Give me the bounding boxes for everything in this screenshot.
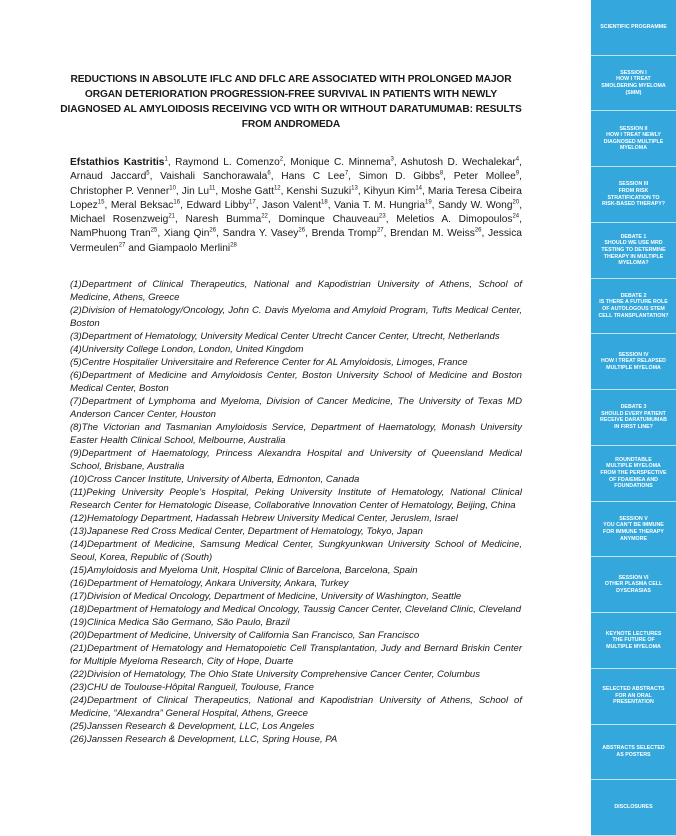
- sidebar-nav-label: RECEIVE DARATUMUMAB: [600, 417, 667, 424]
- author-name: Dominque Chauveau: [278, 214, 380, 226]
- author-separator: ,: [519, 171, 522, 183]
- affiliation-item: (8)The Victorian and Tasmanian Amyloidosis Service, Department of Haematology, Monash University Easter Health Clinical School, Melbourne, Australia: [70, 422, 522, 446]
- author-separator: ,: [180, 199, 187, 211]
- sidebar-nav-item[interactable]: [591, 669, 676, 725]
- author-affiliation-number: 26: [209, 228, 217, 235]
- sidebar-nav-label: FOR AN ORAL: [615, 692, 652, 699]
- author-separator: ,: [216, 228, 223, 240]
- author-separator: ,: [519, 199, 523, 211]
- sidebar-nav-label: ANYMORE: [619, 535, 648, 542]
- sidebar-nav-label: SESSION II: [619, 125, 648, 132]
- author-separator: ,: [422, 185, 428, 197]
- author-affiliation-number: 13: [351, 185, 358, 192]
- author-name: Jason Valent: [262, 199, 322, 211]
- sidebar-nav-label: YOU CAN'T BE IMMUNE: [603, 522, 664, 529]
- author-affiliation-number: 23: [379, 213, 386, 220]
- author-name: Peter Mollee: [453, 171, 516, 183]
- sidebar-nav-label: ABSTRACTS SELECTED: [602, 745, 665, 752]
- author-separator: ,: [327, 199, 335, 211]
- author-name: Monique C. Minnema: [290, 157, 391, 168]
- sidebar-nav-label: DYSCRASIAS: [616, 587, 651, 594]
- sidebar-nav-label: HOW I TREAT: [616, 76, 651, 83]
- author-name: Brenda Tromp: [311, 228, 377, 240]
- author-separator: ,: [270, 171, 282, 183]
- sidebar-nav-label: DEBATE 1: [620, 233, 647, 240]
- author-separator: ,: [175, 214, 186, 226]
- affiliation-item: (14)Department of Medicine, Samsung Medical Center, Sungkyunkwan University School of Medicine, Seoul, Korea, Republic of (South): [70, 539, 522, 563]
- author-affiliation-number: 14: [415, 185, 423, 192]
- affiliation-list: [70, 278, 522, 746]
- sidebar-nav-label: SHOULD WE USE MRD: [604, 240, 663, 247]
- affiliation-item: (23)CHU de Toulouse-Hôpital Rangueil, Toulouse, France: [70, 682, 314, 693]
- sidebar-nav-label: RISK-BASED THERAPY?: [602, 201, 665, 208]
- sidebar-nav-item[interactable]: [591, 111, 676, 167]
- author-separator: ,: [519, 157, 522, 168]
- author-affiliation-number: 15: [97, 199, 105, 206]
- author-affiliation-number: 17: [249, 199, 256, 206]
- sidebar-nav-item[interactable]: [591, 557, 676, 613]
- author-separator: ,: [149, 171, 161, 183]
- abstract-title: REDUCTIONS IN ABSOLUTE IFLC AND DFLC ARE ASSOCIATED WITH PROLONGED MAJOR ORGAN DETERIORATION PROGRESSION-FREE SURVIVAL IN PATIENTS WITH NEWLY DIAGNOSED AL AMYLOIDOSIS RECEIVING VCD WITH OR WITHOUT DARATUMUMAB: RESULTS FROM ANDROMEDA: [60, 74, 522, 130]
- sidebar-nav-label: FROM THE PERSPECTIVE: [600, 469, 667, 476]
- affiliation-item: (12)Hematology Department, Hadassah Hebrew University Medical Center, Jeruslem, Israel: [70, 513, 458, 524]
- author-name: Kihyun Kim: [363, 185, 416, 197]
- author-separator: ,: [215, 185, 222, 197]
- affiliation-item: (6)Department of Medicine and Amyloidosis Center, Boston University School of Medicine and Boston Medical Center, Boston: [70, 370, 522, 394]
- sidebar-nav-label: (SMM): [625, 89, 642, 96]
- sidebar-nav-item[interactable]: [591, 167, 676, 223]
- author-name: Moshe Gatt: [221, 185, 274, 197]
- sidebar-nav-label: SESSION IV: [618, 351, 649, 358]
- author-affiliation-number: 21: [168, 213, 175, 220]
- author-name: Raymond L. Comenzo: [175, 157, 280, 168]
- sidebar-nav-label: SESSION I: [620, 69, 647, 76]
- affiliation-item: (4)University College London, London, United Kingdom: [70, 344, 304, 355]
- author-separator: ,: [348, 171, 359, 183]
- author-affiliation-number: 10: [169, 185, 176, 192]
- sidebar-nav-item[interactable]: [591, 223, 676, 279]
- author-name: Maria Teresa Cibeira Lopez: [70, 185, 522, 211]
- sidebar-nav-label: SHOULD EVERY PATIENT: [601, 410, 666, 417]
- affiliation-item: (26)Janssen Research & Development, LLC, Spring House, PA: [70, 734, 338, 745]
- author-name: Ashutosh D. Wechalekar: [400, 157, 516, 168]
- author-affiliation-number: 19: [424, 199, 432, 206]
- sidebar-nav-label: TESTING TO DETERMINE: [601, 246, 666, 253]
- author-name: Vania T. M. Hungria: [334, 199, 425, 211]
- sidebar-nav-label: STRATIFICATION TO: [607, 194, 660, 201]
- author-name: Brendan M. Weiss: [390, 228, 475, 240]
- author-affiliation-number: 22: [261, 213, 268, 220]
- sidebar-nav-label: SESSION VI: [618, 574, 649, 581]
- author-separator: ,: [305, 228, 312, 240]
- author-separator: ,: [519, 214, 522, 226]
- sidebar-nav-label: SELECTED ABSTRACTS: [602, 686, 665, 693]
- sidebar-nav-label: IS THERE A FUTURE ROLE: [599, 299, 668, 306]
- author-name: Giampaolo Merlini: [148, 242, 231, 254]
- author-affiliation-number: 20: [512, 199, 520, 206]
- sidebar-nav-label: AS POSTERS: [616, 751, 651, 758]
- affiliation-item: (11)Peking University People’s Hospital, Peking University Institute of Hematology, National Clinical Research Center for Hematologic Disease, Collaborative Innovation Center of Hematology, Beijing, China: [70, 487, 522, 511]
- affiliation-item: (22)Division of Hematology, The Ohio State University Comprehensive Cancer Center, Columbus: [70, 669, 480, 680]
- sidebar-nav-label: OF FDA/EMEA AND: [608, 476, 659, 483]
- sidebar-nav-label: PRESENTATION: [613, 699, 654, 706]
- author-name: Jin Lu: [181, 185, 210, 197]
- sidebar-nav-item[interactable]: [591, 725, 676, 781]
- author-name: Arnaud Jaccard: [70, 171, 147, 183]
- sidebar-nav-item[interactable]: [591, 56, 676, 112]
- author-affiliation-number: 28: [230, 242, 237, 249]
- sidebar-nav-label: THERAPY IN MULTIPLE: [603, 253, 664, 260]
- author-name: Sandy W. Wong: [438, 199, 513, 211]
- author-affiliation-number: 1: [164, 156, 168, 163]
- author-affiliation-number: 26: [298, 228, 306, 235]
- author-separator: ,: [393, 157, 401, 168]
- author-name: Sandra Y. Vasey: [222, 228, 299, 240]
- author-affiliation-number: 2: [279, 156, 284, 163]
- sidebar-nav-label: DIAGNOSED MULTIPLE: [603, 138, 664, 145]
- author-affiliation-number: 12: [273, 185, 281, 192]
- sidebar-nav-label: CELL TRANSPLANTATION?: [598, 312, 669, 319]
- author-separator: ,: [443, 171, 454, 183]
- sidebar-nav-label: MYELOMA: [619, 145, 648, 152]
- author-name: Simon D. Gibbs: [358, 171, 440, 183]
- affiliation-item: (7)Department of Lymphoma and Myeloma, Division of Cancer Medicine, The University of Texas MD Anderson Cancer Center, Houston: [70, 396, 522, 420]
- sidebar-nav-label: THE FUTURE OF: [612, 637, 655, 644]
- author-name: Christopher P. Venner: [70, 185, 170, 197]
- sidebar-nav-item[interactable]: [591, 334, 676, 390]
- sidebar-nav-item[interactable]: [591, 390, 676, 446]
- sidebar-nav-label: MULTIPLE MYELOMA: [606, 463, 661, 470]
- author-name: Naresh Bumma: [185, 214, 262, 226]
- author-separator: ,: [175, 185, 182, 197]
- author-name: Vaishali Sanchorawala: [160, 171, 268, 183]
- author-affiliation-number: 25: [150, 228, 158, 235]
- sidebar-nav-label: SMOLDERING MYELOMA: [601, 83, 666, 90]
- author-separator: ,: [167, 157, 176, 168]
- sidebar-nav-label: DEBATE 3: [620, 404, 647, 411]
- author-affiliation-number: 16: [173, 199, 181, 206]
- author-affiliation-number: 26: [474, 228, 482, 235]
- author-separator: ,: [383, 228, 391, 240]
- sidebar-nav-label: DEBATE 2: [620, 292, 647, 299]
- sidebar-nav-item[interactable]: [591, 446, 676, 502]
- author-affiliation-number: 5: [146, 170, 150, 177]
- sidebar-nav-label: KEYNOTE LECTURES: [605, 630, 662, 637]
- author-separator: ,: [280, 185, 287, 197]
- sidebar-nav-label: DISCLOSURES: [614, 804, 653, 811]
- author-affiliation-number: 11: [209, 185, 216, 192]
- affiliation-item: (13)Japanese Red Cross Medical Center, Department of Hematology, Tokyo, Japan: [70, 526, 423, 537]
- section-navigation-sidebar: [591, 0, 676, 836]
- author-affiliation-number: 24: [512, 213, 520, 220]
- author-affiliation-number: 4: [515, 156, 520, 163]
- author-name: Kenshi Suzuki: [286, 185, 352, 197]
- affiliation-item: (18)Department of Hematology and Medical Oncology, Taussig Cancer Center, Cleveland Clinic, Cleveland: [70, 604, 522, 615]
- author-name: Edward Libby: [186, 199, 249, 211]
- author-name: Xiang Qin: [163, 228, 210, 240]
- sidebar-nav-label: OF AUTOLOGOUS STEM: [602, 306, 665, 313]
- author-name: NamPhuong Tran: [70, 228, 151, 240]
- author-affiliation-number: 3: [390, 156, 394, 163]
- affiliation-item: (21)Department of Hematology and Hematopoietic Cell Transplantation, Judy and Bernard Briskin Center for Multiple Myeloma Research, City of Hope, Duarte: [70, 643, 522, 667]
- affiliation-item: (25)Janssen Research & Development, LLC, Los Angeles: [70, 721, 315, 732]
- author-affiliation-number: 9: [515, 170, 520, 177]
- author-name: Michael Rosenzweig: [70, 214, 169, 226]
- affiliation-item: (9)Department of Haematology, Princess Alexandra Hospital and University of Queensland Medical School, Brisbane, Australia: [70, 448, 522, 472]
- affiliation-item: (24)Department of Clinical Therapeutics, National and Kapodistrian University of Athens, School of Medicine, “Alexandra” General Hospital, Athens, Greece: [70, 695, 522, 719]
- author-separator: ,: [157, 228, 164, 240]
- author-separator: ,: [431, 199, 439, 211]
- sidebar-nav-label: OTHER PLASMA CELL: [604, 581, 663, 588]
- author-name: Meral Beksac: [110, 199, 174, 211]
- sidebar-nav-label: SESSION V: [619, 515, 648, 522]
- sidebar-nav-label: FROM RISK: [618, 187, 649, 194]
- affiliation-item: (15)Amyloidosis and Myeloma Unit, Hospital Clinic of Barcelona, Barcelona, Spain: [70, 565, 418, 576]
- author-list: [70, 156, 522, 256]
- sidebar-nav-label: HOW I TREAT RELAPSED: [601, 358, 666, 365]
- author-name: Efstathios Kastritis: [70, 157, 165, 168]
- author-name: Meletios A. Dimopoulos: [396, 214, 513, 226]
- sidebar-nav-label: SESSION III: [618, 181, 649, 188]
- sidebar-nav-item[interactable]: [591, 613, 676, 669]
- sidebar-nav-item[interactable]: [591, 502, 676, 558]
- sidebar-nav-label: MULTIPLE MYELOMA: [606, 365, 661, 372]
- author-affiliation-number: 6: [267, 170, 271, 177]
- sidebar-nav-label: MULTIPLE MYELOMA: [606, 643, 661, 650]
- author-affiliation-number: 27: [118, 242, 126, 249]
- sidebar-nav-label: FOUNDATIONS: [614, 483, 653, 490]
- affiliation-item: (5)Centre Hospitalier Universitaire and Reference Center for AL Amyloidosis, Limoges, France: [70, 357, 468, 368]
- sidebar-nav-label: ROUNDTABLE: [615, 456, 652, 463]
- sidebar-nav-item[interactable]: [591, 780, 676, 836]
- author-separator: ,: [104, 199, 111, 211]
- affiliation-item: (16)Department of Hematology, Ankara University, Ankara, Turkey: [70, 578, 349, 589]
- author-affiliation-number: 27: [376, 228, 384, 235]
- affiliation-item: (20)Department of Medicine, University of California San Francisco, San Francisco: [70, 630, 420, 641]
- author-separator: ,: [283, 157, 291, 168]
- author-affiliation-number: 8: [439, 170, 444, 177]
- author-separator: ,: [357, 185, 364, 197]
- author-name: Hans C Lee: [281, 171, 345, 183]
- author-name: Jessica Vermeulen: [70, 228, 522, 254]
- sidebar-nav-label: SCIENTIFIC PROGRAMME: [600, 24, 667, 31]
- sidebar-nav-label: FOR IMMUNE THERAPY: [603, 528, 664, 535]
- sidebar-nav-label: IN FIRST LINE?: [614, 424, 653, 431]
- sidebar-nav-item[interactable]: [591, 0, 676, 56]
- affiliation-item: (19)Clinica Medica São Germano, São Paulo, Brazil: [70, 617, 290, 628]
- sidebar-nav-label: HOW I TREAT NEWLY: [606, 132, 661, 139]
- affiliation-item: (17)Division of Medical Oncology, Department of Medicine, University of Washington, Seattle: [70, 591, 462, 602]
- sidebar-nav-label: MYELOMA?: [618, 260, 649, 267]
- author-separator: ,: [267, 214, 279, 226]
- author-affiliation-number: 18: [321, 199, 328, 206]
- affiliation-item: (1)Department of Clinical Therapeutics, National and Kapodistrian University of Athens, School of Medicine, Athens, Greece: [70, 279, 522, 303]
- affiliation-item: (2)Division of Hematology/Oncology, John C. Davis Myeloma and Amyloid Program, Tufts Medical Center, Boston: [70, 305, 522, 329]
- affiliation-item: (10)Cross Cancer Institute, University of Alberta, Edmonton, Canada: [70, 474, 360, 485]
- author-affiliation-number: 7: [344, 170, 349, 177]
- author-separator: ,: [255, 199, 263, 211]
- sidebar-nav-item[interactable]: [591, 279, 676, 335]
- author-separator: ,: [481, 228, 488, 240]
- author-separator: and: [125, 242, 149, 254]
- author-separator: ,: [385, 214, 397, 226]
- affiliation-item: (3)Department of Hematology, University Medical Center Utrecht Cancer Center, Utrecht, Netherlands: [70, 331, 500, 342]
